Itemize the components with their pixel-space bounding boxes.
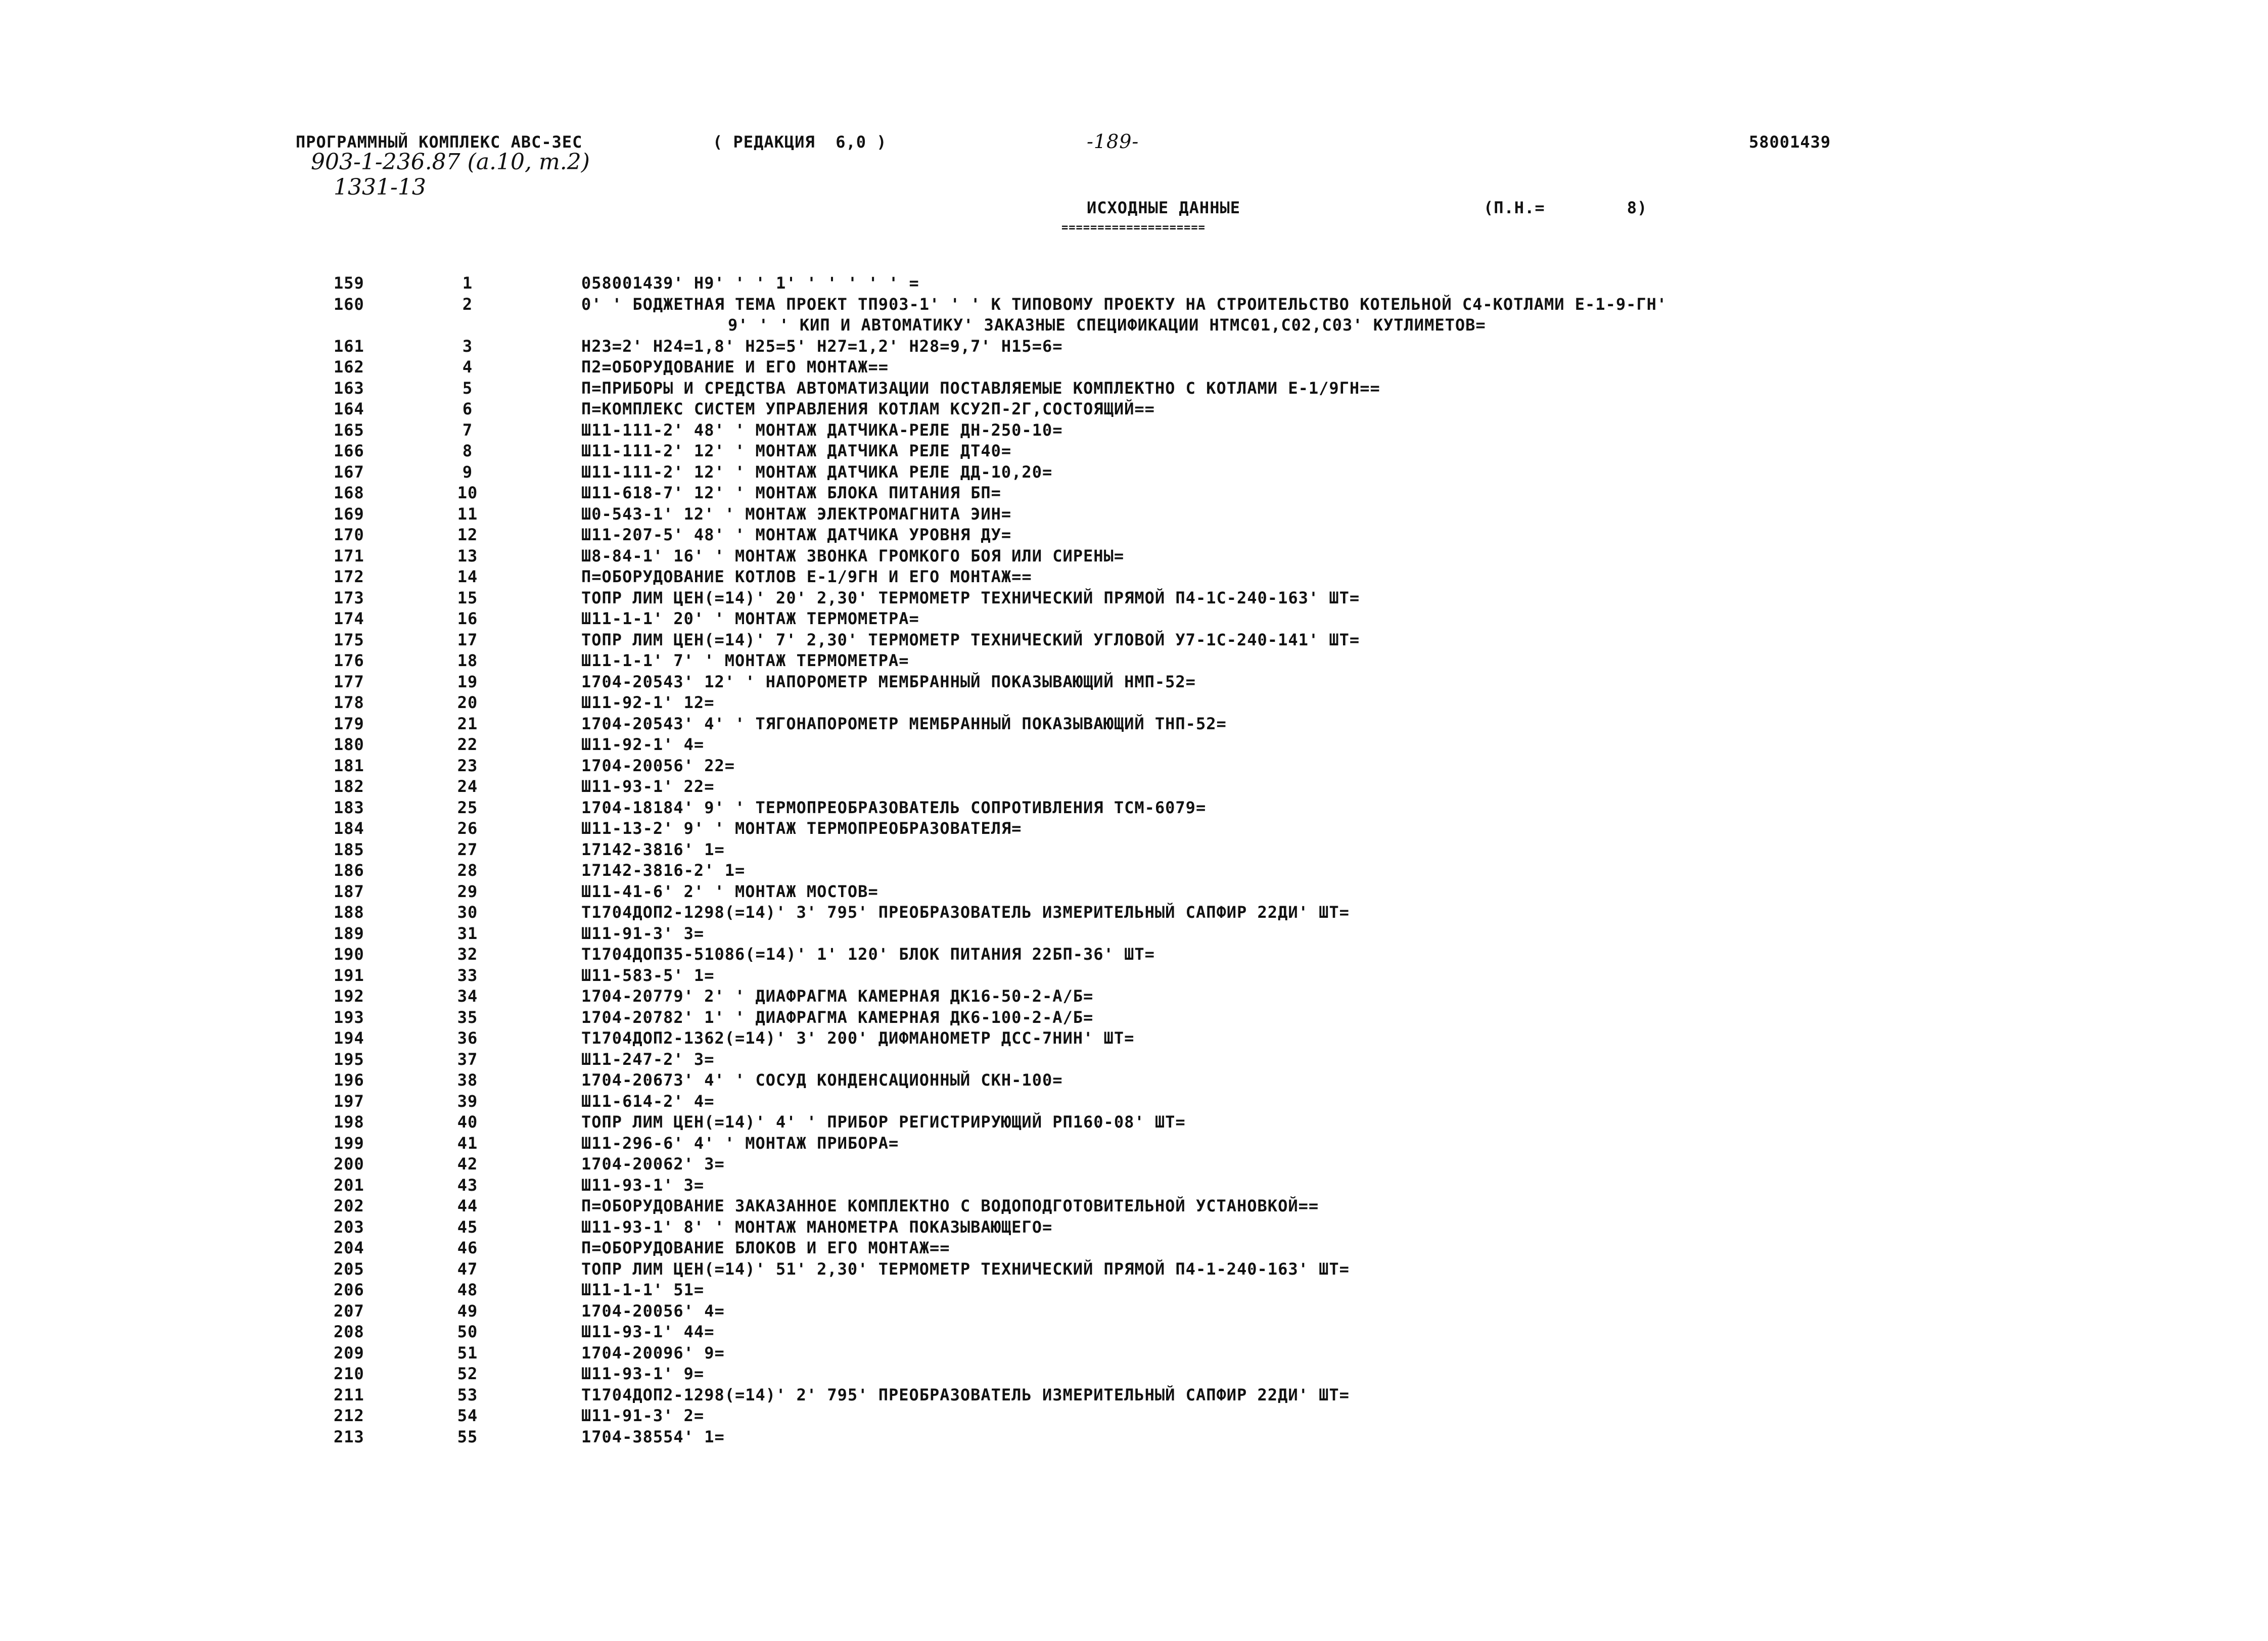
table-row [0, 399, 2268, 420]
table-row [0, 483, 2268, 504]
line-number: 190 [334, 945, 364, 964]
record-number: 1 [462, 273, 473, 293]
record-text: 0' ' БОДЖЕТНАЯ ТЕМА ПРОЕКТ ТП903-1' ' ' К ТИПОВОМУ ПРОЕКТУ НА СТРОИТЕЛЬСТВО КОТЕЛЬНОЙ С4-КОТЛАМИ Е-1-9-ГН' [581, 294, 1668, 314]
record-number: 32 [457, 945, 478, 964]
table-row [0, 1091, 2268, 1112]
record-text: 1704-20543' 12' ' НАПОРОМЕТР МЕМБРАННЫЙ ПОКАЗЫВАЮЩИЙ НМП-52= [581, 672, 1196, 691]
record-text: Ш11-93-1' 9= [581, 1364, 705, 1383]
table-row [0, 839, 2268, 861]
record-number: 15 [457, 588, 478, 607]
line-number: 164 [334, 399, 364, 418]
record-number: 54 [457, 1406, 478, 1425]
line-number: 169 [334, 504, 364, 524]
record-text-continuation: 9' ' ' КИП И АВТОМАТИКУ' ЗАКАЗНЫЕ СПЕЦИФИКАЦИИ НТМС01,С02,С03' КУТЛИМЕТОВ= [728, 315, 1486, 335]
table-row [0, 944, 2268, 965]
record-text: П=ПРИБОРЫ И СРЕДСТВА АВТОМАТИЗАЦИИ ПОСТАВЛЯЕМЫЕ КОМПЛЕКТНО С КОТЛАМИ Е-1/9ГН== [581, 378, 1380, 398]
line-number: 194 [334, 1028, 364, 1048]
line-number: 165 [334, 420, 364, 440]
record-text: Ш11-1-1' 51= [581, 1280, 705, 1299]
table-row [0, 357, 2268, 378]
line-number: 184 [334, 819, 364, 838]
table-row [0, 1385, 2268, 1406]
line-number: 207 [334, 1301, 364, 1321]
record-number: 38 [457, 1070, 478, 1090]
record-number: 48 [457, 1280, 478, 1299]
table-row [0, 420, 2268, 441]
record-text: Ш11-92-1' 12= [581, 693, 715, 712]
line-number: 166 [334, 441, 364, 460]
table-row-continuation [0, 315, 2268, 336]
table-row [0, 608, 2268, 630]
line-number: 179 [334, 714, 364, 733]
table-row [0, 1259, 2268, 1280]
line-number: 170 [334, 525, 364, 544]
record-number: 21 [457, 714, 478, 733]
line-number: 201 [334, 1175, 364, 1195]
record-text: Ш11-111-2' 12' ' МОНТАЖ ДАТЧИКА РЕЛЕ ДТ40= [581, 441, 1012, 460]
table-row [0, 965, 2268, 987]
table-row [0, 1007, 2268, 1028]
record-number: 42 [457, 1154, 478, 1174]
handwritten-project-ref: 903-1-236.87 (а.10, т.2) [311, 149, 590, 175]
record-text: Ш11-1-1' 7' ' МОНТАЖ ТЕРМОМЕТРА= [581, 651, 909, 670]
record-text: Ш11-93-1' 44= [581, 1322, 715, 1341]
line-number: 198 [334, 1112, 364, 1132]
record-text: Ш11-93-1' 3= [581, 1175, 705, 1195]
line-number: 172 [334, 567, 364, 586]
record-number: 44 [457, 1196, 478, 1215]
line-number: 205 [334, 1259, 364, 1279]
record-number: 24 [457, 777, 478, 796]
table-row [0, 1217, 2268, 1238]
record-text: ТОПР ЛИМ ЦЕН(=14)' 20' 2,30' ТЕРМОМЕТР ТЕХНИЧЕСКИЙ ПРЯМОЙ П4-1С-240-163' ШТ= [581, 588, 1360, 607]
table-row [0, 692, 2268, 714]
record-number: 36 [457, 1028, 478, 1048]
record-text: 1704-20782' 1' ' ДИАФРАГМА КАМЕРНАЯ ДК6-100-2-А/Б= [581, 1007, 1094, 1027]
line-number: 177 [334, 672, 364, 691]
line-number: 187 [334, 881, 364, 901]
record-number: 6 [462, 399, 473, 418]
record-text: Ш11-41-6' 2' ' МОНТАЖ МОСТОВ= [581, 881, 878, 901]
table-row [0, 902, 2268, 923]
line-number: 163 [334, 378, 364, 398]
record-text: 1704-20056' 4= [581, 1301, 725, 1321]
record-number: 3 [462, 336, 473, 356]
record-text: Ш8-84-1' 16' ' МОНТАЖ ЗВОНКА ГРОМКОГО БОЯ ИЛИ СИРЕНЫ= [581, 546, 1125, 566]
record-number: 37 [457, 1049, 478, 1069]
record-text: П2=ОБОРУДОВАНИЕ И ЕГО МОНТАЖ== [581, 357, 889, 377]
table-row [0, 546, 2268, 567]
record-text: Ш11-93-1' 8' ' МОНТАЖ МАНОМЕТРА ПОКАЗЫВАЮЩЕГО= [581, 1217, 1053, 1237]
data-listing [0, 273, 2268, 1447]
record-text: 17142-3816-2' 1= [581, 861, 746, 880]
line-number: 199 [334, 1133, 364, 1153]
record-number: 11 [457, 504, 478, 524]
record-number: 41 [457, 1133, 478, 1153]
record-number: 55 [457, 1427, 478, 1446]
record-number: 18 [457, 651, 478, 670]
line-number: 210 [334, 1364, 364, 1383]
table-row [0, 881, 2268, 903]
record-text: Ш11-13-2' 9' ' МОНТАЖ ТЕРМОПРЕОБРАЗОВАТЕЛЯ= [581, 819, 1022, 838]
table-row [0, 1280, 2268, 1301]
record-number: 40 [457, 1112, 478, 1132]
document-code: 58001439 [1749, 132, 1831, 152]
line-number: 193 [334, 1007, 364, 1027]
record-number: 51 [457, 1343, 478, 1363]
table-row [0, 714, 2268, 735]
line-number: 208 [334, 1322, 364, 1341]
line-number: 191 [334, 965, 364, 985]
line-number: 178 [334, 693, 364, 712]
handwritten-sheet-ref: 1331-13 [334, 174, 426, 200]
table-row [0, 1175, 2268, 1196]
record-number: 23 [457, 756, 478, 775]
record-text: Ш11-618-7' 12' ' МОНТАЖ БЛОКА ПИТАНИЯ БП= [581, 483, 1001, 502]
line-number: 173 [334, 588, 364, 607]
title-underline: ==================== [1061, 221, 1206, 234]
record-text: Ш11-1-1' 20' ' МОНТАЖ ТЕРМОМЕТРА= [581, 609, 919, 628]
record-text: Т1704ДОП2-1298(=14)' 2' 795' ПРЕОБРАЗОВАТЕЛЬ ИЗМЕРИТЕЛЬНЫЙ САПФИР 22ДИ' ШТ= [581, 1385, 1350, 1404]
record-text: П=ОБОРУДОВАНИЕ БЛОКОВ И ЕГО МОНТАЖ== [581, 1238, 950, 1257]
table-row [0, 1364, 2268, 1385]
record-number: 53 [457, 1385, 478, 1404]
line-number: 188 [334, 903, 364, 922]
line-number: 168 [334, 483, 364, 502]
line-number: 209 [334, 1343, 364, 1363]
table-row [0, 378, 2268, 399]
record-text: Ш11-207-5' 48' ' МОНТАЖ ДАТЧИКА УРОВНЯ ДУ= [581, 525, 1012, 544]
record-text: Ш11-111-2' 12' ' МОНТАЖ ДАТЧИКА РЕЛЕ ДД-10,20= [581, 462, 1053, 482]
record-number: 17 [457, 630, 478, 649]
record-number: 4 [462, 357, 473, 377]
table-row [0, 776, 2268, 798]
record-text: П=ОБОРУДОВАНИЕ КОТЛОВ Е-1/9ГН И ЕГО МОНТАЖ== [581, 567, 1032, 586]
line-number: 171 [334, 546, 364, 566]
line-number: 174 [334, 609, 364, 628]
table-row [0, 1343, 2268, 1364]
page-title: ИСХОДНЫЕ ДАННЫЕ [1087, 198, 1240, 217]
record-number: 29 [457, 881, 478, 901]
line-number: 176 [334, 651, 364, 670]
table-row [0, 923, 2268, 945]
record-number: 45 [457, 1217, 478, 1237]
line-number: 202 [334, 1196, 364, 1215]
line-number: 200 [334, 1154, 364, 1174]
record-number: 34 [457, 987, 478, 1006]
table-row [0, 1028, 2268, 1049]
record-text: Ш11-93-1' 22= [581, 777, 715, 796]
record-text: П=КОМПЛЕКС СИСТЕМ УПРАВЛЕНИЯ КОТЛАМ КСУ2П-2Г,СОСТОЯЩИЙ== [581, 399, 1155, 418]
line-number: 197 [334, 1091, 364, 1111]
line-number: 211 [334, 1385, 364, 1404]
line-number: 180 [334, 735, 364, 754]
record-number: 7 [462, 420, 473, 440]
record-text: 1704-20096' 9= [581, 1343, 725, 1363]
record-number: 39 [457, 1091, 478, 1111]
record-text: 1704-18184' 9' ' ТЕРМОПРЕОБРАЗОВАТЕЛЬ СОПРОТИВЛЕНИЯ ТСМ-6079= [581, 798, 1207, 817]
table-row [0, 1154, 2268, 1175]
record-number: 12 [457, 525, 478, 544]
table-row [0, 273, 2268, 294]
record-number: 19 [457, 672, 478, 691]
record-text: Ш11-614-2' 4= [581, 1091, 715, 1111]
record-text: Ш11-247-2' 3= [581, 1049, 715, 1069]
line-number: 175 [334, 630, 364, 649]
line-number: 189 [334, 923, 364, 943]
record-number: 10 [457, 483, 478, 502]
record-number: 52 [457, 1364, 478, 1383]
table-row [0, 1238, 2268, 1259]
line-number: 195 [334, 1049, 364, 1069]
table-row [0, 1112, 2268, 1133]
record-text: 1704-20673' 4' ' СОСУД КОНДЕНСАЦИОННЫЙ СКН-100= [581, 1070, 1063, 1090]
record-text: Т1704ДОП2-1362(=14)' 3' 200' ДИФМАНОМЕТР ДСС-7НИН' ШТ= [581, 1028, 1135, 1048]
record-number: 43 [457, 1175, 478, 1195]
table-row [0, 1405, 2268, 1427]
record-text: ТОПР ЛИМ ЦЕН(=14)' 7' 2,30' ТЕРМОМЕТР ТЕХНИЧЕСКИЙ УГЛОВОЙ У7-1С-240-141' ШТ= [581, 630, 1360, 649]
table-row [0, 504, 2268, 525]
record-number: 26 [457, 819, 478, 838]
record-number: 5 [462, 378, 473, 398]
record-text: Ш11-92-1' 4= [581, 735, 705, 754]
record-text: Ш11-91-3' 3= [581, 923, 705, 943]
record-text: Ш11-296-6' 4' ' МОНТАЖ ПРИБОРА= [581, 1133, 899, 1153]
record-number: 13 [457, 546, 478, 566]
record-number: 28 [457, 861, 478, 880]
table-row [0, 672, 2268, 693]
table-row [0, 650, 2268, 672]
line-number: 161 [334, 336, 364, 356]
record-text: П=ОБОРУДОВАНИЕ ЗАКАЗАННОЕ КОМПЛЕКТНО С ВОДОПОДГОТОВИТЕЛЬНОЙ УСТАНОВКОЙ== [581, 1196, 1319, 1215]
line-number: 167 [334, 462, 364, 482]
record-text: 17142-3816' 1= [581, 839, 725, 859]
line-number: 185 [334, 839, 364, 859]
line-number: 204 [334, 1238, 364, 1257]
line-number: 183 [334, 798, 364, 817]
table-row [0, 1133, 2268, 1154]
line-number: 192 [334, 987, 364, 1006]
record-number: 47 [457, 1259, 478, 1279]
record-text: ТОПР ЛИМ ЦЕН(=14)' 4' ' ПРИБОР РЕГИСТРИРУЮЩИЙ РП160-08' ШТ= [581, 1112, 1186, 1132]
record-text: 1704-20062' 3= [581, 1154, 725, 1174]
page-number: -189- [1087, 130, 1139, 153]
record-number: 2 [462, 294, 473, 314]
table-row [0, 1070, 2268, 1091]
record-number: 49 [457, 1301, 478, 1321]
table-row [0, 1322, 2268, 1343]
pn-indicator: (П.Н.= 8) [1484, 198, 1648, 217]
line-number: 212 [334, 1406, 364, 1425]
record-text: 1704-38554' 1= [581, 1427, 725, 1446]
line-number: 203 [334, 1217, 364, 1237]
record-text: 058001439' Н9' ' ' 1' ' ' ' ' ' = [581, 273, 919, 293]
record-text: 1704-20056' 22= [581, 756, 735, 775]
record-number: 9 [462, 462, 473, 482]
table-row [0, 1301, 2268, 1322]
record-text: Н23=2' Н24=1,8' Н25=5' Н27=1,2' Н28=9,7' Н15=6= [581, 336, 1063, 356]
record-text: Ш11-91-3' 2= [581, 1406, 705, 1425]
line-number: 182 [334, 777, 364, 796]
table-row [0, 818, 2268, 839]
table-row [0, 336, 2268, 357]
record-number: 46 [457, 1238, 478, 1257]
line-number: 160 [334, 294, 364, 314]
table-row [0, 756, 2268, 777]
record-number: 30 [457, 903, 478, 922]
table-row [0, 734, 2268, 756]
record-number: 35 [457, 1007, 478, 1027]
record-number: 16 [457, 609, 478, 628]
record-text: Т1704ДОП2-1298(=14)' 3' 795' ПРЕОБРАЗОВАТЕЛЬ ИЗМЕРИТЕЛЬНЫЙ САПФИР 22ДИ' ШТ= [581, 903, 1350, 922]
program-name: ПРОГРАММНЫЙ КОМПЛЕКС АВС-3ЕС [296, 132, 583, 152]
table-row [0, 860, 2268, 881]
record-number: 31 [457, 923, 478, 943]
record-number: 20 [457, 693, 478, 712]
record-text: Ш11-111-2' 48' ' МОНТАЖ ДАТЧИКА-РЕЛЕ ДН-250-10= [581, 420, 1063, 440]
table-row [0, 294, 2268, 315]
record-text: 1704-20779' 2' ' ДИАФРАГМА КАМЕРНАЯ ДК16-50-2-А/Б= [581, 987, 1094, 1006]
record-number: 14 [457, 567, 478, 586]
record-number: 25 [457, 798, 478, 817]
record-text: 1704-20543' 4' ' ТЯГОНАПОРОМЕТР МЕМБРАННЫЙ ПОКАЗЫВАЮЩИЙ ТНП-52= [581, 714, 1227, 733]
table-row [0, 986, 2268, 1007]
table-row [0, 567, 2268, 588]
table-row [0, 1427, 2268, 1448]
line-number: 159 [334, 273, 364, 293]
line-number: 206 [334, 1280, 364, 1299]
table-row [0, 1049, 2268, 1070]
table-row [0, 1196, 2268, 1217]
line-number: 213 [334, 1427, 364, 1446]
table-row [0, 441, 2268, 462]
record-text: ТОПР ЛИМ ЦЕН(=14)' 51' 2,30' ТЕРМОМЕТР ТЕХНИЧЕСКИЙ ПРЯМОЙ П4-1-240-163' ШТ= [581, 1259, 1350, 1279]
table-row [0, 798, 2268, 819]
record-number: 50 [457, 1322, 478, 1341]
record-text: Т1704ДОП35-51086(=14)' 1' 120' БЛОК ПИТАНИЯ 22БП-36' ШТ= [581, 945, 1155, 964]
line-number: 196 [334, 1070, 364, 1090]
line-number: 162 [334, 357, 364, 377]
line-number: 186 [334, 861, 364, 880]
edition: ( РЕДАКЦИЯ 6,0 ) [713, 132, 887, 152]
record-text: Ш0-543-1' 12' ' МОНТАЖ ЭЛЕКТРОМАГНИТА ЭИН= [581, 504, 1012, 524]
table-row [0, 462, 2268, 483]
table-row [0, 630, 2268, 651]
line-number: 181 [334, 756, 364, 775]
record-number: 8 [462, 441, 473, 460]
table-row [0, 588, 2268, 609]
record-number: 22 [457, 735, 478, 754]
record-number: 27 [457, 839, 478, 859]
record-text: Ш11-583-5' 1= [581, 965, 715, 985]
table-row [0, 525, 2268, 546]
record-number: 33 [457, 965, 478, 985]
